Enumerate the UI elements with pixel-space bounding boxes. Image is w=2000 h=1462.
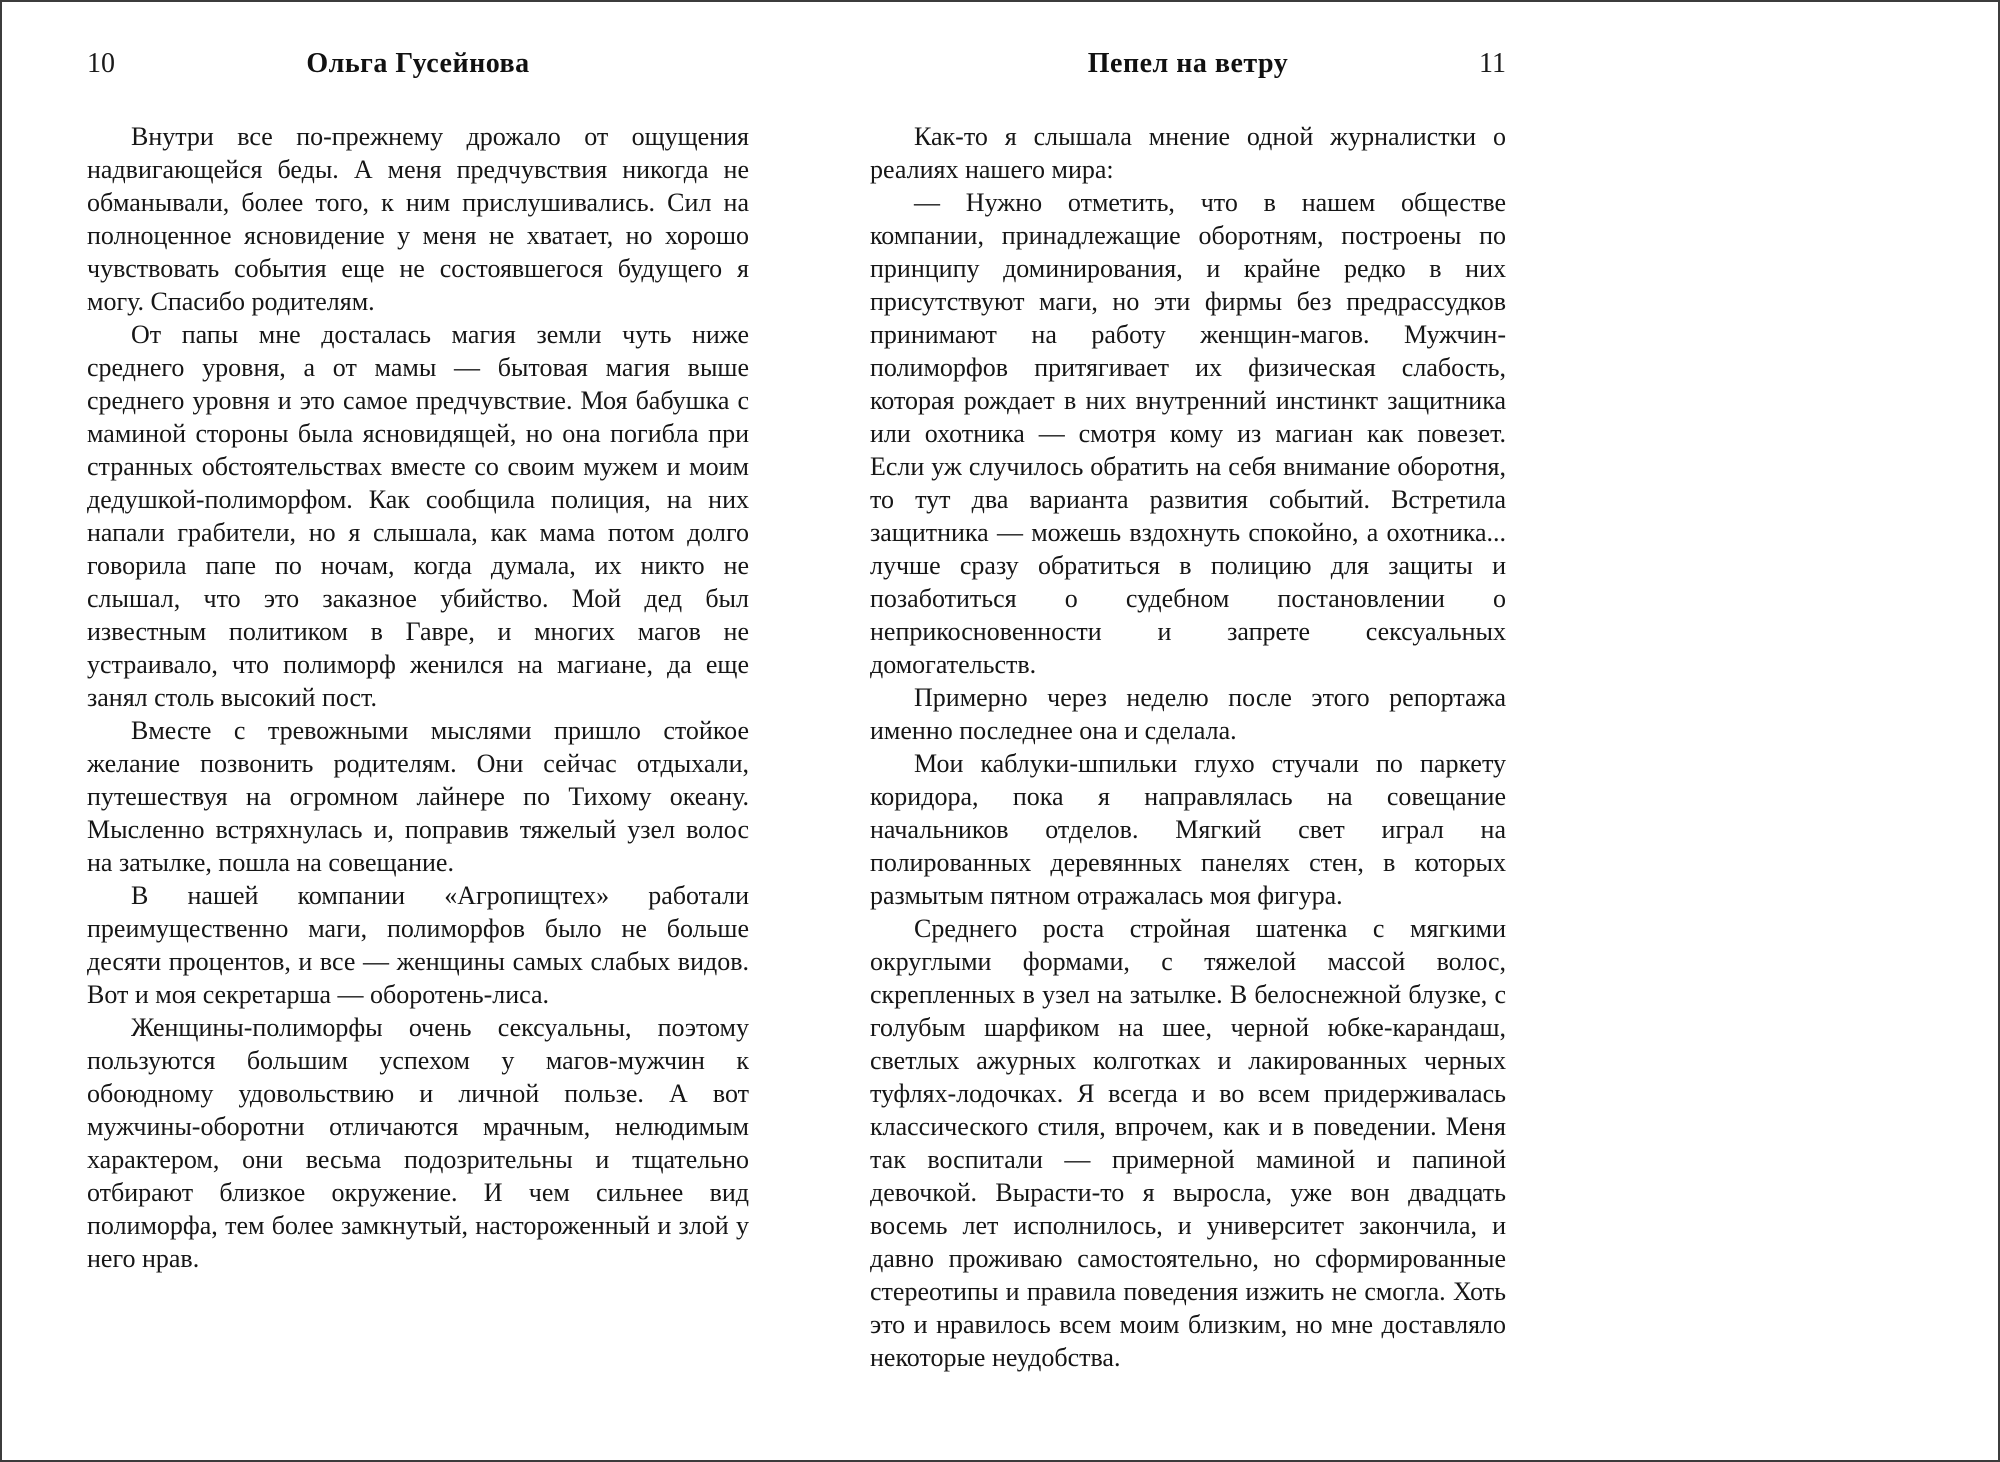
paragraph: Как-то я слышала мнение одной журналистки о реалиях нашего мира: <box>870 122 1506 184</box>
paragraph: В нашей компании «Агропищтех» работали преимущественно маги, полиморфов было не больше десяти процентов, и все — женщины самых слабых видов. Вот и моя секретарша — оборотень-лиса. <box>87 881 749 1009</box>
right-page <box>870 48 1506 1374</box>
paragraph: От папы мне досталась магия земли чуть ниже среднего уровня, а от мамы — бытовая магия выше среднего уровня и это самое предчувствие. Моя бабушка с маминой стороны была ясновидящей, но она погибла при странных обстоятельствах вместе со своим мужем и моим дедушкой-полиморфом. Как сообщила полиция, на них напали грабители, но я слышала, как мама потом долго говорила папе по ночам, когда думала, их никто не слышал, что это заказное убийство. Мой дед был известным политиком в Гавре, и многих магов не устраивало, что полиморф женился на магиане, да еще занял столь высокий пост. <box>87 320 749 712</box>
paragraph: Вместе с тревожными мыслями пришло стойкое желание позвонить родителям. Они сейчас отдыхали, путешествуя на огромном лайнере по Тихому океану. Мысленно встряхнулась и, поправив тяжелый узел волос на затылке, пошла на совещание. <box>87 716 749 877</box>
paragraph: Примерно через неделю после этого репортажа именно последнее она и сделала. <box>870 683 1506 745</box>
right-page-number: 11 <box>1479 48 1506 79</box>
paragraph: Мои каблуки-шпильки глухо стучали по паркету коридора, пока я направлялась на совещание начальников отделов. Мягкий свет играл на полированных деревянных панелях стен, в которых размытым пятном отражалась моя фигура. <box>870 749 1506 910</box>
paragraph: Женщины-полиморфы очень сексуальны, поэтому пользуются большим успехом у магов-мужчин к обоюдному удовольствию и личной пользе. А вот мужчины-оборотни отличаются мрачным, нелюдимым характером, они весьма подозрительны и тщательно отбирают близкое окружение. И чем сильнее вид полиморфа, тем более замкнутый, настороженный и злой у него нрав. <box>87 1013 749 1273</box>
right-page-body <box>870 120 1506 1374</box>
paragraph: Среднего роста стройная шатенка с мягкими округлыми формами, с тяжелой массой волос, скрепленных в узел на затылке. В белоснежной блузке, с голубым шарфиком на шее, черной юбке-карандаш, светлых ажурных колготках и лакированных черных туфлях-лодочках. Я всегда и во всем придерживалась классического стиля, впрочем, как и в поведении. Меня так воспитали — примерной маминой и папиной девочкой. Вырасти-то я выросла, уже вон двадцать восемь лет исполнилось, и университет закончила, и давно проживаю самостоятельно, но сформированные стереотипы и правила поведения изжить не смогла. Хоть это и нравилось всем моим близким, но мне доставляло некоторые неудобства. <box>870 914 1506 1372</box>
left-running-title: Ольга Гусейнова <box>306 48 530 79</box>
paragraph: — Нужно отметить, что в нашем обществе компании, принадлежащие оборотням, построены по принципу доминирования, и крайне редко в них присутствуют маги, но эти фирмы без предрассудков принимают на работу женщин-магов. Мужчин-полиморфов притягивает их физическая слабость, которая рождает в них внутренний инстинкт защитника или охотника — смотря кому из магиан как повезет. Если уж случилось обратить на себя внимание оборотня, то тут два варианта развития событий. Встретила защитника — можешь вздохнуть спокойно, а охотника... лучше сразу обратиться в полицию для защиты и позаботиться о судебном постановлении о неприкосновенности и запрете сексуальных домогательств. <box>870 188 1506 679</box>
right-running-title: Пепел на ветру <box>1087 48 1289 79</box>
right-page-header <box>870 48 1506 80</box>
left-page <box>87 48 749 1275</box>
left-page-body <box>87 120 749 1275</box>
left-page-header <box>87 48 749 80</box>
left-page-number: 10 <box>87 48 115 79</box>
paragraph: Внутри все по-прежнему дрожало от ощущения надвигающейся беды. А меня предчувствия никогда не обманывали, более того, к ним прислушивались. Сил на полноценное ясновидение у меня не хватает, но хорошо чувствовать события еще не состоявшегося будущего я могу. Спасибо родителям. <box>87 122 749 316</box>
